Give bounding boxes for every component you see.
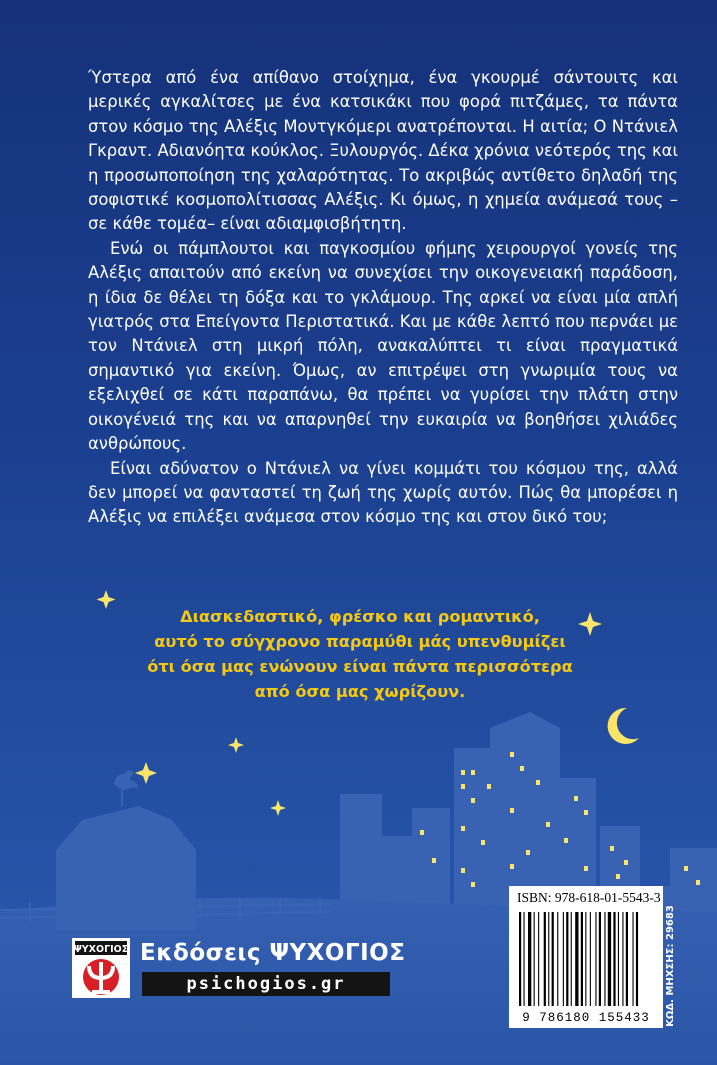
- publisher-name: Εκδόσεις ΨΥΧΟΓΙΟΣ: [140, 940, 406, 966]
- barcode-bar: [633, 912, 634, 1012]
- isbn-number: ISBN: 978-618-01-5543-3: [517, 890, 661, 905]
- blurb-paragraph: Ύστερα από ένα απίθανο στοίχημα, ένα γκουρμέ σάντουιτς και μερικές αγκαλίτσες με ένα κατσικάκι που φορά πιτζάμες, τα πάντα στον κόσμο της Αλέξις Μοντγκόμερι ανατρέπονται. Η αιτία; Ο Ντάνιελ Γκραντ. Αδιανόητα κούκλος. Ξυλουργός. Δέκα χρόνια νεότερός της και η προσωποποίηση της χαλαρότητας. Το ακριβώς αντίθετο δηλαδή της σοφιστικέ κοσμοπολίτισσας Αλέξις. Κι όμως, η χημεία ανάμεσά τους –σε κάθε τομέα– είναι αδιαμφισβήτητη.: [88, 68, 678, 234]
- product-code: ΚΩΔ. ΜΗΧΣΗΣ: 29683: [665, 905, 676, 1027]
- barcode-bar: [608, 912, 611, 1012]
- publisher-logo-text: ΨΥΧΟΓΙΟΣ: [73, 944, 129, 955]
- publisher-url: psichogios.gr: [142, 972, 390, 996]
- tagline-line: Διασκεδαστικό, φρέσκο και ρομαντικό,: [180, 607, 540, 626]
- barcode-bar: [626, 912, 628, 1012]
- barcode-bar: [563, 912, 564, 1012]
- barcode-bar: [636, 912, 638, 1012]
- barcode-bar: [548, 912, 549, 1012]
- barn-icon: [56, 806, 196, 930]
- publisher-imprint: [72, 938, 406, 1000]
- blurb-paragraph: Είναι αδύνατον ο Ντάνιελ να γίνει κομμάτι του κόσμου της, αλλά δεν μπορεί να φανταστεί τη ζωή της χωρίς αυτόν. Πώς θα μπορέσει η Αλέξις να επιλέξει ανάμεσα στον κόσμο της και στον δικό του;: [88, 458, 678, 527]
- star-icon: [578, 612, 602, 636]
- barcode-bar: [575, 912, 578, 1012]
- barcode-bar: [599, 912, 601, 1012]
- barcode-bar: [585, 912, 586, 1012]
- barcode-bar: [534, 912, 535, 1012]
- barcode-bar: [557, 912, 558, 1012]
- barcode-bar: [618, 912, 619, 1012]
- crescent-moon-icon: [608, 708, 639, 744]
- barcode-bar: [552, 912, 554, 1012]
- star-icon: [97, 590, 116, 609]
- star-icon: [135, 762, 157, 784]
- barcode-bar: [566, 912, 568, 1012]
- barcode-bar: [538, 912, 539, 1012]
- barcode-bar: [581, 912, 583, 1012]
- barcode-bar: [595, 912, 596, 1012]
- barcode-digits: 9 786180 155433: [522, 1011, 650, 1025]
- star-icon: [228, 737, 244, 753]
- star-icon: [270, 800, 286, 816]
- tagline-line: από όσα μας χωρίζουν.: [254, 682, 466, 701]
- barcode-bar: [622, 912, 623, 1012]
- rooster-weathervane-icon: [114, 770, 138, 806]
- barcode-bar: [604, 912, 605, 1012]
- barcode-icon: [509, 908, 663, 1028]
- barcode-bar: [590, 912, 591, 1012]
- isbn-barcode-block: [509, 886, 663, 1028]
- barcode-bar: [613, 912, 615, 1012]
- publisher-logo-icon: [72, 938, 130, 998]
- barcode-bar: [544, 912, 546, 1012]
- tagline-line: ότι όσα μας ενώνουν είναι πάντα περισσότερα: [147, 657, 573, 676]
- barcode-bar: [528, 912, 531, 1012]
- blurb-paragraph: Ενώ οι πάμπλουτοι και παγκοσμίου φήμης χειρουργοί γονείς της Αλέξις απαιτούν από εκείνη να συνεχίσει την οικογενειακή παράδοση, η ίδια δε θέλει τη δόξα και το γκλάμουρ. Της αρκεί να είναι μία απλή γιατρός στα Επείγοντα Περιστατικά. Και με κάθε λεπτό που περνάει με τον Ντάνιελ στη μικρή πόλη, ανακαλύπτει τι είναι πραγματικά σημαντικό για εκείνη. Όμως, αν επιτρέψει στη γνωριμία τους να εξελιχθεί σε κάτι παραπάνω, θα πρέπει να γυρίσει την πλάτη στην οικογένειά της και να απαρνηθεί την ευκαιρία να βοηθήσει χιλιάδες ανθρώπους.: [88, 238, 678, 454]
- barcode-bar: [524, 912, 525, 1012]
- tagline-line: αυτό το σύγχρονο παραμύθι μάς υπενθυμίζει: [154, 632, 566, 651]
- barcode-bar: [519, 912, 521, 1012]
- barcode-bar: [571, 912, 572, 1012]
